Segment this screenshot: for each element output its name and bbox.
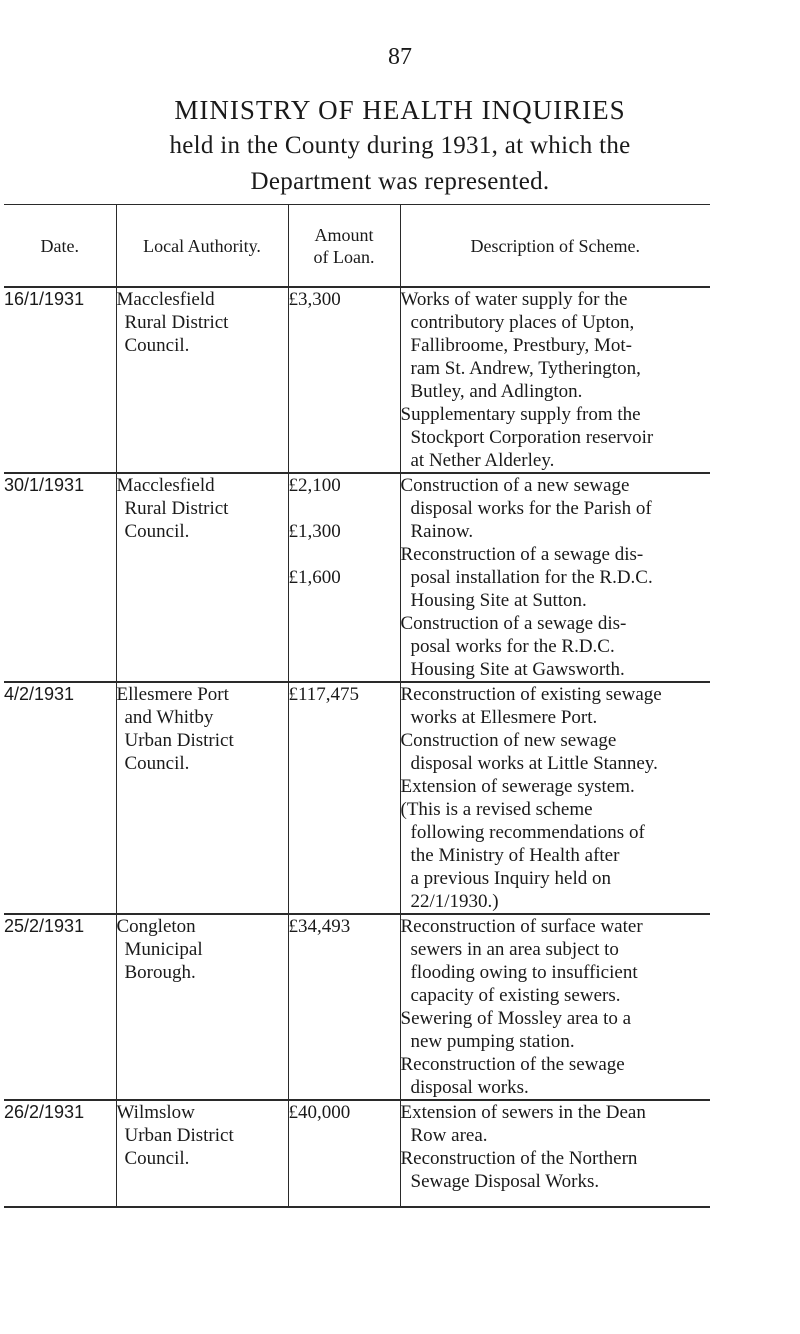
authority-line: Macclesfield (116, 289, 215, 310)
authority-line: Rural District (124, 498, 229, 519)
table-row (4, 682, 710, 914)
header-amount-line-2: of Loan. (313, 246, 375, 267)
description-line: Housing Site at Sutton. (410, 590, 587, 611)
description-line: works at Ellesmere Port. (410, 707, 598, 728)
header-amount (288, 205, 400, 288)
authority-line: Council. (124, 1148, 190, 1169)
description-line: disposal works at Little Stanney. (410, 753, 658, 774)
description-line: Reconstruction of a sewage dis- (400, 544, 644, 565)
authority-line: Council. (124, 753, 190, 774)
page-subtitle-line-1: held in the County during 1931, at which the (169, 132, 631, 159)
description-line: Sewering of Mossley area to a (400, 1008, 632, 1029)
description-line: Sewage Disposal Works. (410, 1171, 600, 1192)
cell-description (400, 473, 710, 682)
cell-description (400, 1100, 710, 1207)
authority-line: and Whitby (124, 707, 214, 728)
header-description: Description of Scheme. (400, 205, 710, 288)
table-row (4, 473, 710, 682)
description-line: sewers in an area subject to (410, 939, 619, 960)
description-line: Housing Site at Gawsworth. (410, 659, 625, 680)
cell-date: 26/2/1931 (4, 1100, 116, 1207)
page-number: 87 (388, 44, 412, 70)
amount-value: £40,000 (288, 1102, 351, 1123)
description-line: Construction of a new sewage (400, 475, 630, 496)
description-line: Extension of sewers in the Dean (400, 1102, 646, 1123)
cell-amount (288, 914, 400, 1100)
cell-amount (288, 1100, 400, 1207)
table-row (4, 1100, 710, 1207)
authority-line: Congleton (116, 916, 196, 937)
description-line: Extension of sewerage system. (400, 776, 635, 797)
table-row (4, 287, 710, 473)
description-line: contributory places of Upton, (410, 312, 635, 333)
description-line: Reconstruction of existing sewage (400, 684, 662, 705)
description-line: posal works for the R.D.C. (410, 636, 615, 657)
authority-line: Urban District (124, 730, 234, 751)
table-header-row (4, 205, 710, 288)
authority-line: Borough. (124, 962, 196, 983)
cell-local-authority (116, 473, 288, 682)
authority-line: Municipal (124, 939, 203, 960)
cell-date: 16/1/1931 (4, 287, 116, 473)
cell-local-authority (116, 287, 288, 473)
description-line: disposal works for the Parish of (410, 498, 652, 519)
description-line: posal installation for the R.D.C. (410, 567, 653, 588)
description-line: a previous Inquiry held on (410, 868, 612, 889)
authority-line: Urban District (124, 1125, 234, 1146)
authority-line: Ellesmere Port (116, 684, 229, 705)
description-line: ram St. Andrew, Tytherington, (410, 358, 641, 379)
description-line: following recommendations of (410, 822, 645, 843)
cell-local-authority (116, 1100, 288, 1207)
cell-description (400, 682, 710, 914)
cell-local-authority (116, 914, 288, 1100)
description-line: Supplementary supply from the (400, 404, 641, 425)
amount-value: £2,100 (288, 475, 341, 496)
cell-description (400, 287, 710, 473)
cell-amount (288, 287, 400, 473)
amount-value: £1,300 (288, 521, 341, 542)
amount-value: £1,600 (288, 567, 341, 588)
header-local-authority: Local Authority. (116, 205, 288, 288)
page-title: MINISTRY OF HEALTH INQUIRIES (174, 95, 626, 125)
page-heading (0, 92, 800, 200)
amount-value: £117,475 (288, 684, 360, 705)
authority-line: Macclesfield (116, 475, 215, 496)
description-line: capacity of existing sewers. (410, 985, 621, 1006)
description-line: new pumping station. (410, 1031, 575, 1052)
authority-line: Rural District (124, 312, 229, 333)
description-line: Stockport Corporation reservoir (410, 427, 654, 448)
amount-value: £34,493 (288, 916, 351, 937)
description-line: at Nether Alderley. (410, 450, 555, 471)
description-line: the Ministry of Health after (410, 845, 620, 866)
cell-amount (288, 682, 400, 914)
authority-line: Wilmslow (116, 1102, 195, 1123)
page-subtitle-line-2: Department was represented. (250, 168, 550, 195)
cell-date: 25/2/1931 (4, 914, 116, 1100)
description-line: Construction of new sewage (400, 730, 617, 751)
description-line: (This is a revised scheme (400, 799, 593, 820)
header-date: Date. (4, 205, 116, 288)
description-line: Reconstruction of the Northern (400, 1148, 638, 1169)
description-line: flooding owing to insufficient (410, 962, 638, 983)
description-line: Construction of a sewage dis- (400, 613, 627, 634)
cell-date: 30/1/1931 (4, 473, 116, 682)
description-line: 22/1/1930.) (410, 891, 499, 912)
cell-date: 4/2/1931 (4, 682, 116, 914)
amount-value: £3,300 (288, 289, 341, 310)
authority-line: Council. (124, 335, 190, 356)
description-line: Fallibroome, Prestbury, Mot- (410, 335, 632, 356)
table-row (4, 914, 710, 1100)
description-line: Reconstruction of surface water (400, 916, 643, 937)
description-line: Works of water supply for the (400, 289, 628, 310)
cell-amount (288, 473, 400, 682)
description-line: Butley, and Adlington. (410, 381, 583, 402)
description-line: Reconstruction of the sewage (400, 1054, 625, 1075)
description-line: disposal works. (410, 1077, 529, 1098)
cell-local-authority (116, 682, 288, 914)
authority-line: Council. (124, 521, 190, 542)
description-line: Row area. (410, 1125, 488, 1146)
cell-description (400, 914, 710, 1100)
header-amount-line-1: Amount (314, 224, 374, 245)
inquiries-table (4, 204, 710, 1208)
description-line: Rainow. (410, 521, 474, 542)
